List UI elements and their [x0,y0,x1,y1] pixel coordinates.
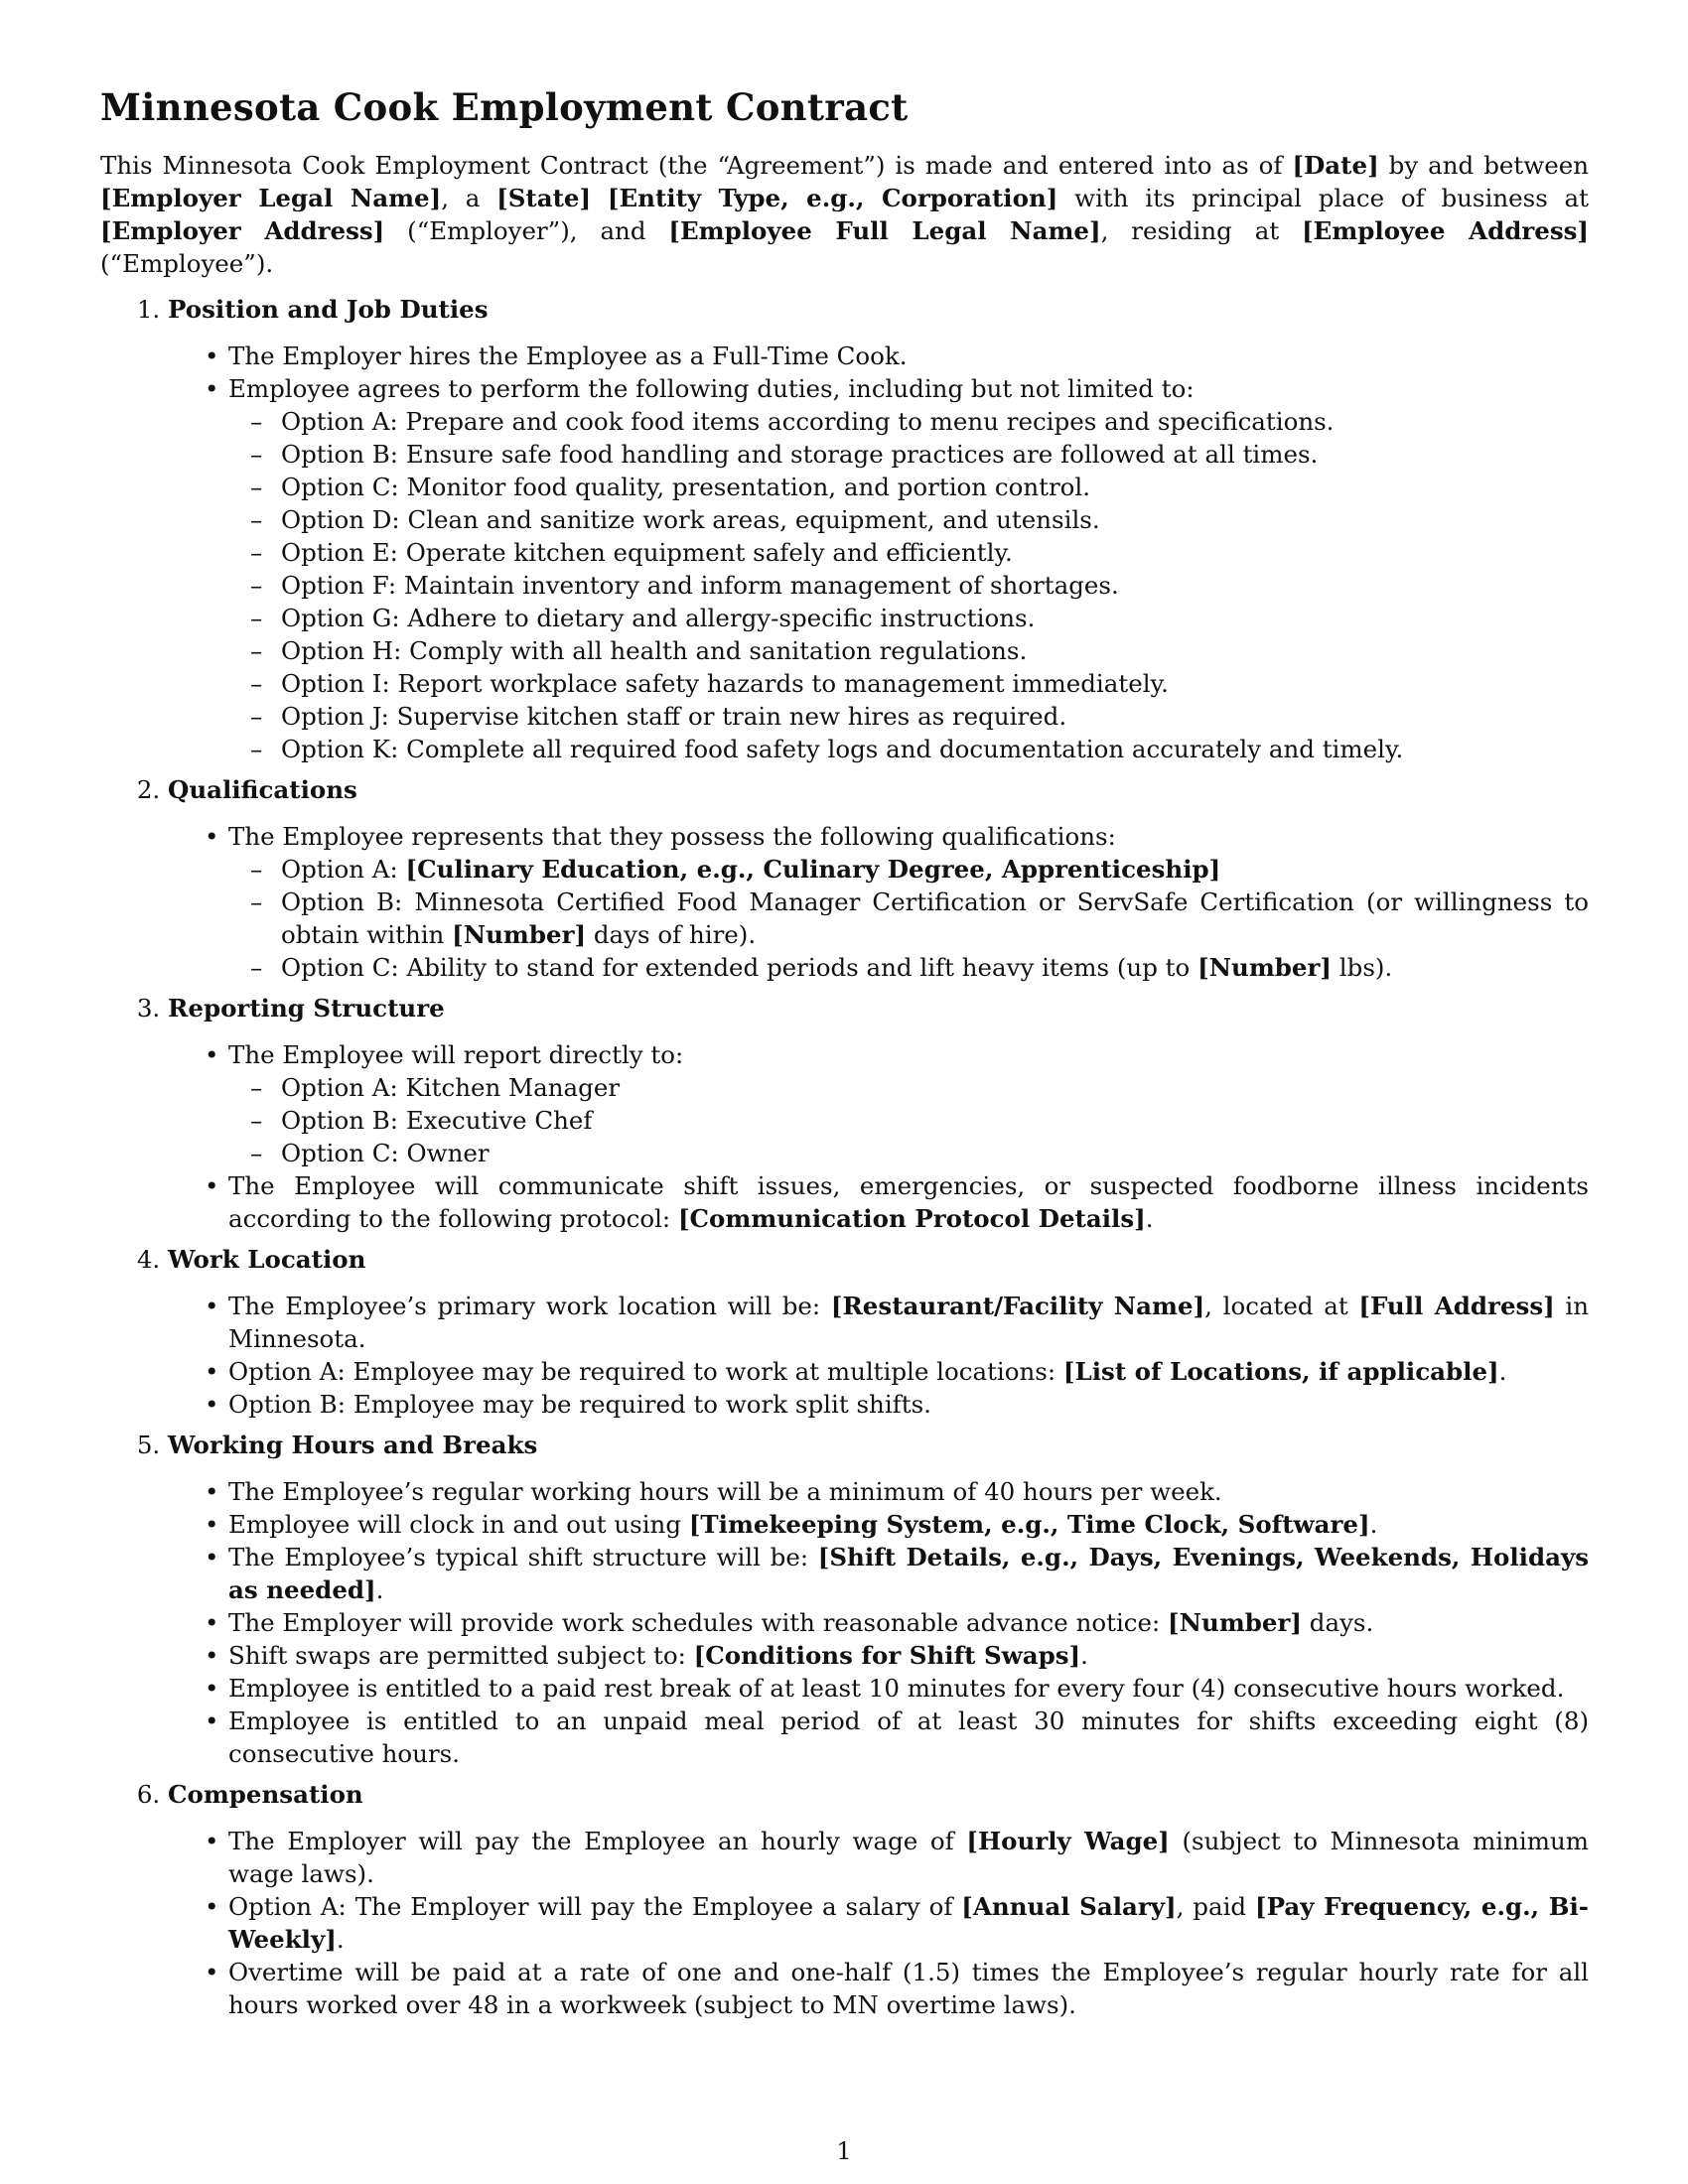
page-number: 1 [836,2137,852,2165]
list-item: • The Employee represents that they possess the following qualifications: – Option A: [Culinary Education, e.g., Culinary Degree, Apprenticeship] – Option B: Minnesota Certified Food Manager Certification or ServSafe Certification (or willingness to obtain within [Number] days of hire). – Option C: Ability to stand for extended periods and lift heavy items (up to [Number] lbs). [228,820,1589,984]
list-item: • Option A: Employee may be required to work at multiple locations: [List of Locations, if applicable]. [228,1355,1589,1388]
intro-paragraph: This Minnesota Cook Employment Contract (the “Agreement”) is made and entered into as of [Date] by and between [Employer Legal Name], a [State] [Entity Type, e.g., Corporation] with its principal place of business at [Employer Address] (“Employer”), and [Employee Full Legal Name], residing at [Employee Address] (“Employee”). [100,151,1590,278]
section-title: 5. Working Hours and Breaks [168,1431,538,1459]
employer-name-placeholder: [Employer Legal Name] [100,184,442,212]
list-item: • Option A: The Employer will pay the Employee a salary of [Annual Salary], paid [Pay Frequency, e.g., Bi-Weekly]. [228,1890,1589,1956]
duty-option: – Option J: Supervise kitchen staff or train new hires as required. [281,700,1589,733]
employee-name-placeholder: [Employee Full Legal Name] [668,216,1101,245]
duty-option: – Option F: Maintain inventory and inform management of shortages. [281,569,1589,602]
section-work-location [168,1243,1589,1421]
duty-option: – Option A: Prepare and cook food items according to menu recipes and specifications. [281,405,1589,438]
list-item: • The Employee will communicate shift issues, emergencies, or suspected foodborne illness incidents according to the following protocol: [Communication Protocol Details]. [228,1169,1589,1235]
section-working-hours [168,1429,1589,1770]
section-title: 4. Work Location [168,1245,366,1274]
duty-option: – Option E: Operate kitchen equipment safely and efficiently. [281,536,1589,569]
state-placeholder: [State] [496,184,592,212]
qualification-option: – Option A: [Culinary Education, e.g., Culinary Degree, Apprenticeship] [281,853,1589,886]
duty-option: – Option G: Adhere to dietary and allergy-specific instructions. [281,602,1589,634]
list-item: • Overtime will be paid at a rate of one and one-half (1.5) times the Employee’s regular hourly rate for all hours worked over 48 in a workweek (subject to MN overtime laws). [228,1956,1589,2021]
section-compensation [168,1778,1589,2021]
duty-option: – Option K: Complete all required food safety logs and documentation accurately and timely. [281,733,1589,765]
qualification-option: – Option C: Ability to stand for extended periods and lift heavy items (up to [Number] lbs). [281,951,1589,984]
section-reporting-structure [168,992,1589,1235]
section-qualifications [168,773,1589,984]
duty-option: – Option C: Monitor food quality, presentation, and portion control. [281,471,1589,503]
list-item: • The Employer hires the Employee as a Full-Time Cook. [228,340,1589,372]
date-placeholder: [Date] [1292,151,1379,180]
qualification-option: – Option B: Minnesota Certified Food Manager Certification or ServSafe Certification (or willingness to obtain within [Number] days of hire). [281,886,1589,951]
section-title: 6. Compensation [168,1780,363,1809]
entity-type-placeholder: [Entity Type, e.g., Corporation] [607,184,1058,212]
section-title: 1. Position and Job Duties [168,295,489,324]
employee-address-placeholder: [Employee Address] [1302,216,1590,245]
list-item: • Employee is entitled to a paid rest break of at least 10 minutes for every four (4) consecutive hours worked. [228,1672,1589,1705]
list-item: • Employee is entitled to an unpaid meal period of at least 30 minutes for shifts exceeding eight (8) consecutive hours. [228,1705,1589,1770]
document-title: Minnesota Cook Employment Contract [100,85,909,129]
list-item: • The Employer will pay the Employee an hourly wage of [Hourly Wage] (subject to Minnesota minimum wage laws). [228,1825,1589,1890]
duty-option: – Option H: Comply with all health and sanitation regulations. [281,634,1589,667]
duty-option: – Option D: Clean and sanitize work areas, equipment, and utensils. [281,503,1589,536]
duty-option: – Option I: Report workplace safety hazards to management immediately. [281,667,1589,700]
list-item: • Employee will clock in and out using [Timekeeping System, e.g., Time Clock, Software]. [228,1508,1589,1541]
list-item: • The Employee’s regular working hours will be a minimum of 40 hours per week. [228,1475,1589,1508]
report-option: – Option B: Executive Chef [281,1104,1589,1137]
duty-option: – Option B: Ensure safe food handling and storage practices are followed at all times. [281,438,1589,471]
section-title: 3. Reporting Structure [168,994,445,1023]
employer-address-placeholder: [Employer Address] [100,216,385,245]
contract-sections [100,293,1589,2021]
list-item: • The Employee’s typical shift structure will be: [Shift Details, e.g., Days, Evenings, Weekends, Holidays as needed]. [228,1541,1589,1606]
report-option: – Option A: Kitchen Manager [281,1071,1589,1104]
section-position-duties [168,293,1589,765]
report-option: – Option C: Owner [281,1137,1589,1169]
list-item: • Shift swaps are permitted subject to: [Conditions for Shift Swaps]. [228,1639,1589,1672]
list-item: • The Employee will report directly to: – Option A: Kitchen Manager – Option B: Executive Chef – Option C: Owner [228,1038,1589,1169]
list-item: • Option B: Employee may be required to work split shifts. [228,1388,1589,1421]
list-item: • Employee agrees to perform the following duties, including but not limited to: – Option A: Prepare and cook food items according to menu recipes and specifications. – Option B: Ensure safe food handling and storage practices are followed at all times. – Option C: Monitor food quality, presentation, and portion control. – Option D: Clean and sanitize work areas, equipment, and utensils. – Option E: Operate kitchen equipment safely and efficiently. – Option F: Maintain inventory and inform management of shortages. – Option G: Adhere to dietary and allergy-specific instructions. – Option H: Comply with all health and sanitation regulations. – Option I: Report workplace safety hazards to management immediately. – Option J: Supervise kitchen staff or train new hires as required. – Option K: Complete all required food safety logs and documentation accurately and timely. [228,372,1589,765]
list-item: • The Employer will provide work schedules with reasonable advance notice: [Number] days. [228,1606,1589,1639]
document-page [100,85,1589,2029]
section-title: 2. Qualifications [168,775,357,804]
list-item: • The Employee’s primary work location will be: [Restaurant/Facility Name], located at [Full Address] in Minnesota. [228,1290,1589,1355]
